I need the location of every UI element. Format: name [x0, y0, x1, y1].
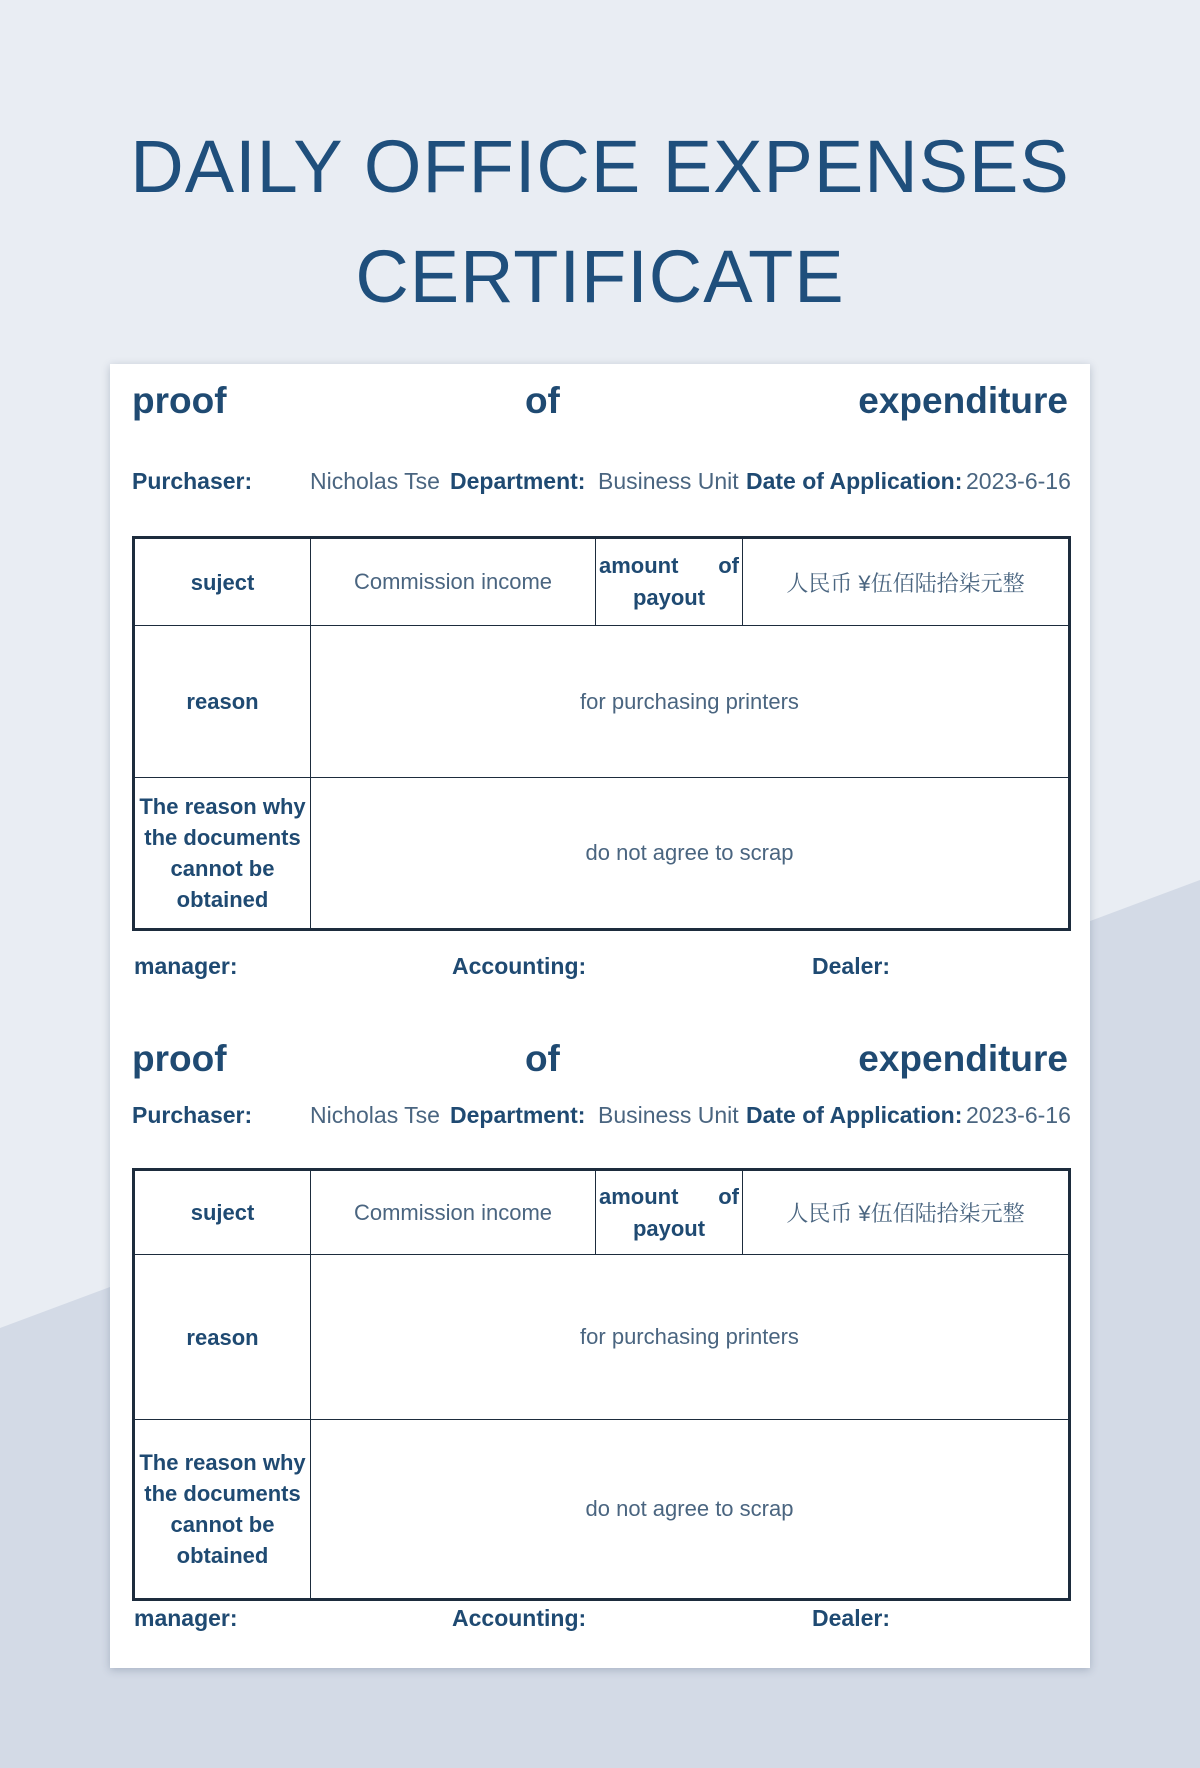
amount-label: [596, 538, 743, 626]
amount-label-word-amount: amount: [599, 553, 679, 578]
no-documents-reason-value: do not agree to scrap: [311, 1420, 1070, 1600]
no-docs-label-line: the documents: [144, 1481, 301, 1506]
date-label: Date of Application:: [746, 468, 963, 494]
department-label: Department:: [450, 468, 586, 494]
reason-label: reason: [134, 626, 311, 778]
purchaser-label: Purchaser:: [132, 468, 253, 494]
date-value: 2023-6-16: [966, 1102, 1071, 1128]
no-docs-label-line: cannot be: [170, 1512, 275, 1537]
table-row: [134, 626, 1070, 778]
no-docs-label-line: obtained: [176, 887, 269, 912]
heading-word-of: of: [524, 1038, 560, 1079]
no-docs-label-line: obtained: [176, 1543, 269, 1568]
amount-label-word-payout: payout: [632, 1215, 706, 1241]
purchaser-value: Nicholas Tse: [310, 1102, 440, 1128]
page-title-line-2: CERTIFICATE: [355, 235, 845, 318]
form-heading: [132, 1034, 1068, 1084]
no-documents-reason-value: do not agree to scrap: [311, 778, 1070, 930]
heading-word-expenditure: expenditure: [858, 380, 1068, 421]
no-docs-label-line: cannot be: [170, 856, 275, 881]
expense-table: [132, 536, 1071, 931]
no-documents-reason-label: [134, 1420, 311, 1600]
table-row: [134, 1255, 1070, 1420]
form-heading: [132, 376, 1068, 426]
expense-table: [132, 1168, 1071, 1601]
table-row: [134, 778, 1070, 930]
subject-value: Commission income: [311, 1170, 596, 1255]
table-row: [134, 1420, 1070, 1600]
document-sheet: [110, 364, 1090, 1668]
table-row: [134, 538, 1070, 626]
department-value: Business Unit: [598, 1102, 739, 1128]
page-title-line-1: DAILY OFFICE EXPENSES: [130, 125, 1070, 208]
no-docs-label-line: The reason why: [139, 794, 306, 819]
manager-label: manager:: [134, 953, 238, 979]
amount-label-word-of: of: [718, 553, 739, 578]
no-docs-label-line: The reason why: [139, 1450, 306, 1475]
amount-label-word-payout: payout: [632, 585, 706, 610]
no-docs-label-line: the documents: [144, 825, 301, 850]
reason-label: reason: [134, 1255, 311, 1420]
amount-value: 人民币 ¥伍佰陆拾柒元整: [743, 1170, 1070, 1255]
subject-value: Commission income: [311, 538, 596, 626]
amount-label: [596, 1170, 743, 1255]
page-title: [0, 112, 1200, 332]
accounting-label: Accounting:: [452, 953, 587, 979]
amount-value: 人民币 ¥伍佰陆拾柒元整: [743, 538, 1070, 626]
subject-label: suject: [134, 538, 311, 626]
purchaser-value: Nicholas Tse: [310, 468, 440, 494]
date-value: 2023-6-16: [966, 468, 1071, 494]
department-value: Business Unit: [598, 468, 739, 494]
heading-word-expenditure: expenditure: [858, 1038, 1068, 1079]
applicant-info-row: [132, 464, 1071, 498]
subject-label: suject: [134, 1170, 311, 1255]
amount-label-word-of: of: [718, 1183, 739, 1209]
accounting-label: Accounting:: [452, 1605, 587, 1631]
reason-value: for purchasing printers: [311, 1255, 1070, 1420]
purchaser-label: Purchaser:: [132, 1102, 253, 1128]
reason-value: for purchasing printers: [311, 626, 1070, 778]
dealer-label: Dealer:: [812, 953, 890, 979]
heading-word-proof: proof: [132, 1038, 227, 1079]
applicant-info-row: [132, 1098, 1071, 1132]
table-row: [134, 1170, 1070, 1255]
department-label: Department:: [450, 1102, 586, 1128]
dealer-label: Dealer:: [812, 1605, 890, 1631]
heading-word-proof: proof: [132, 380, 227, 421]
amount-label-word-amount: amount: [599, 1183, 679, 1209]
manager-label: manager:: [134, 1605, 238, 1631]
date-label: Date of Application:: [746, 1102, 963, 1128]
signature-row: [132, 950, 1068, 982]
signature-row: [132, 1602, 1068, 1634]
no-documents-reason-label: [134, 778, 311, 930]
heading-word-of: of: [524, 380, 560, 421]
